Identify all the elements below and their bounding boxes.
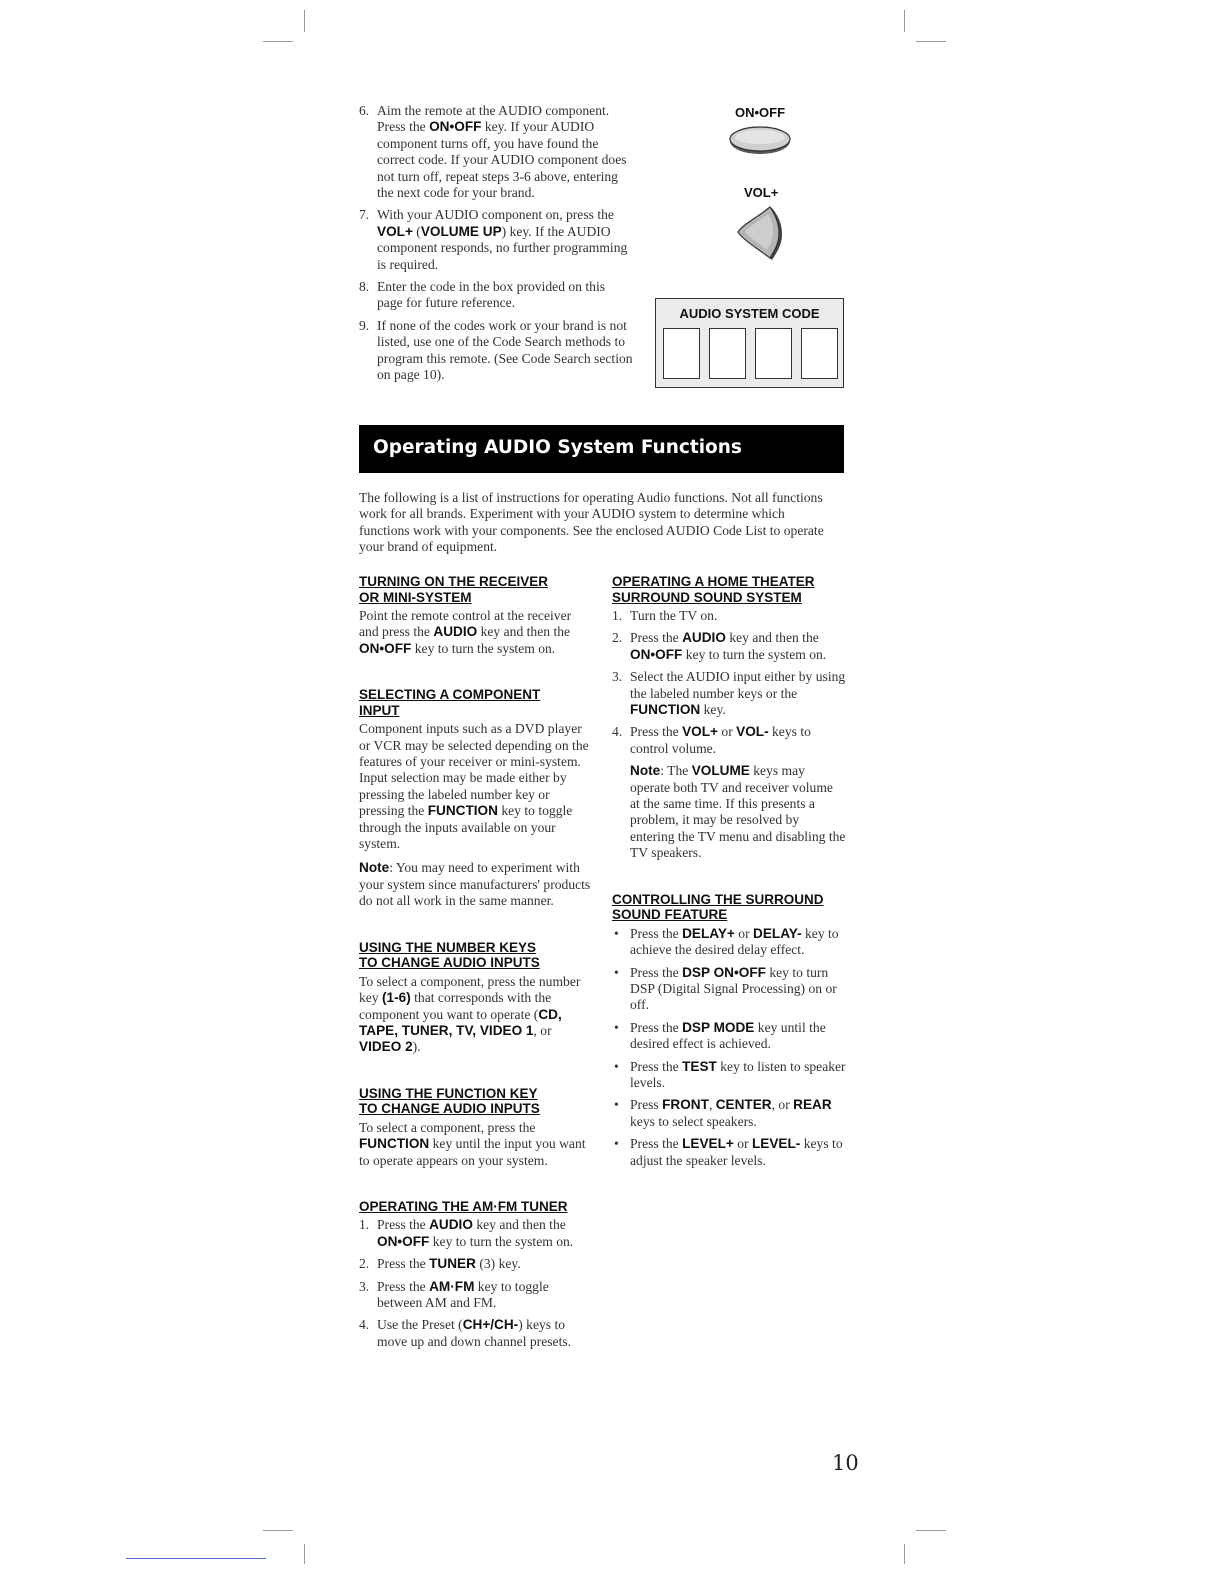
function-key-text: To select a component, press the FUNCTION key until the input you want to operate appears on your system. (359, 1119, 586, 1168)
list-item (359, 1256, 593, 1272)
list-item (359, 279, 634, 312)
heading-line: SELECTING A COMPONENT (359, 687, 541, 703)
bullet-text: Press the TEST key to listen to speaker levels. (630, 1058, 846, 1090)
list-item (612, 1020, 846, 1053)
bullet-icon: • (614, 1019, 619, 1035)
step-text: With your AUDIO component on, press the VOL+ (VOLUME UP) key. If the AUDIO component responds, no further programming is required. (377, 207, 628, 272)
home-theater-section (612, 574, 846, 862)
home-theater-heading (612, 574, 846, 605)
heading-line: USING THE NUMBER KEYS (359, 939, 537, 955)
list-item (612, 669, 846, 718)
vol-key-label: VOL+ (744, 185, 779, 200)
crop-mark (263, 1530, 293, 1531)
step-text: Press the AUDIO key and then the ON•OFF key to turn the system on. (377, 1217, 574, 1249)
step-number: 2. (359, 1256, 370, 1272)
vol-up-key-icon (734, 204, 784, 264)
code-digit-cell (663, 328, 700, 379)
heading-line: TURNING ON THE RECEIVER (359, 574, 549, 589)
list-item (612, 608, 846, 624)
step-number: 1. (612, 608, 623, 623)
step-number: 7. (359, 207, 370, 223)
crop-mark (304, 10, 305, 32)
step-text: Aim the remote at the AUDIO component. Press the ON•OFF key. If your AUDIO component turns off, you have found the correct code. If your AUDIO component does not turn off, repeat steps 3-6 above, entering the next code for your brand. (377, 103, 627, 201)
list-item (612, 1097, 846, 1130)
heading-line: CONTROLLING THE SURROUND (612, 891, 824, 907)
surround-bullets (612, 926, 846, 1169)
bullet-text: Press the LEVEL+ or LEVEL- keys to adjust the speaker levels. (630, 1136, 843, 1168)
crop-mark (263, 41, 293, 42)
list-item (612, 1136, 846, 1169)
right-column (612, 574, 846, 1199)
code-box-title: AUDIO SYSTEM CODE (679, 306, 820, 321)
list-item (612, 630, 846, 663)
step-text: Use the Preset (CH+/CH-) keys to move up and down channel presets. (377, 1317, 572, 1349)
bullet-icon: • (614, 1097, 619, 1113)
step-number: 2. (612, 630, 623, 646)
heading-line: OR MINI-SYSTEM (359, 589, 472, 605)
list-item (359, 1317, 593, 1350)
selecting-component-note: Note: You may need to experiment with your system since manufacturers' products do not all work in the same manner. (359, 860, 591, 909)
step-text: Press the AUDIO key and then the ON•OFF key to turn the system on. (630, 630, 827, 662)
home-theater-steps (612, 608, 846, 757)
bullet-text: Press the DELAY+ or DELAY- key to achieve the desired delay effect. (630, 925, 839, 958)
bullet-icon: • (614, 964, 619, 980)
number-keys-heading (359, 940, 593, 971)
function-key-heading (359, 1086, 593, 1117)
bullet-icon: • (614, 1136, 619, 1152)
step-text: If none of the codes work or your brand is not listed, use one of the Code Search methods to program this remote. (See Code Search section on page 10). (377, 317, 633, 383)
list-item (359, 207, 634, 273)
turning-on-section (359, 574, 593, 657)
heading-line: SURROUND SOUND SYSTEM (612, 589, 802, 605)
step-number: 1. (359, 1217, 370, 1233)
heading-line: OPERATING A HOME THEATER (612, 574, 815, 589)
surround-section (612, 892, 846, 1169)
step-text: Turn the TV on. (630, 608, 718, 623)
turning-on-heading (359, 574, 593, 605)
step-number: 9. (359, 317, 370, 333)
heading-line: USING THE FUNCTION KEY (359, 1085, 538, 1101)
list-item (612, 965, 846, 1014)
bullet-text: Press the DSP MODE key until the desired effect is achieved. (630, 1019, 826, 1052)
selecting-component-text: Component inputs such as a DVD player or VCR may be selected depending on the features of your receiver or mini-system. Input selection may be made either by pressing the labeled number key or pressing the FUNCTION key to toggle through the inputs available on your system. (359, 721, 589, 852)
selecting-component-section (359, 687, 593, 909)
selecting-component-heading (359, 687, 593, 718)
list-item (359, 318, 634, 384)
crop-mark (916, 41, 946, 42)
heading-line: SOUND FEATURE (612, 907, 728, 923)
intro-paragraph: The following is a list of instructions for operating Audio functions. Not all functions work for all brands. Experiment with your AUDIO system to determine which functions work with your components. See the enclosed AUDIO Code List to operate your brand of equipment. (359, 490, 824, 555)
bullet-icon: • (614, 925, 619, 941)
step-text: Press the TUNER (3) key. (377, 1256, 521, 1272)
crop-mark (904, 1544, 905, 1564)
code-digit-cell (755, 328, 792, 379)
amfm-steps (359, 1217, 593, 1350)
list-item (612, 1059, 846, 1092)
heading-line: INPUT (359, 702, 400, 718)
list-item (359, 1217, 593, 1250)
step-number: 3. (359, 1278, 370, 1294)
bullet-text: Press FRONT, CENTER, or REAR keys to select speakers. (630, 1097, 832, 1129)
amfm-section (359, 1199, 593, 1350)
footer-link-underline (126, 1558, 266, 1559)
list-item (612, 724, 846, 757)
crop-mark (904, 10, 905, 32)
step-number: 8. (359, 279, 370, 295)
bullet-text: Press the DSP ON•OFF key to turn DSP (Digital Signal Processing) on or off. (630, 964, 837, 1013)
amfm-heading (359, 1199, 593, 1215)
onoff-key-label: ON•OFF (735, 105, 786, 120)
onoff-key-icon (727, 124, 793, 156)
crop-mark (304, 1544, 305, 1564)
list-item (359, 103, 634, 201)
crop-mark (916, 1530, 946, 1531)
step-text: Select the AUDIO input either by using the labeled number keys or the FUNCTION key. (630, 669, 846, 718)
page-number: 10 (832, 1451, 859, 1475)
step-text: Press the VOL+ or VOL- keys to control volume. (630, 724, 811, 756)
surround-heading (612, 892, 846, 923)
section-banner (359, 425, 844, 473)
programming-steps (359, 103, 634, 390)
turning-on-text: Point the remote control at the receiver and press the AUDIO key and then the ON•OFF key to turn the system on. (359, 608, 572, 656)
heading-line: OPERATING THE AM·FM TUNER (359, 1198, 568, 1214)
step-text: Press the AM·FM key to toggle between AM and FM. (377, 1278, 549, 1311)
list-item (612, 926, 846, 959)
number-keys-text: To select a component, press the number key (1-6) that corresponds with the component you want to operate (CD, TAPE, TUNER, TV, VIDEO 1, or VIDEO 2). (359, 973, 581, 1055)
code-digit-cell (801, 328, 838, 379)
step-number: 3. (612, 669, 623, 685)
audio-system-code-box (655, 298, 844, 388)
banner-title: Operating AUDIO System Functions (373, 437, 742, 458)
step-number: 6. (359, 103, 370, 118)
list-item (359, 1279, 593, 1312)
left-column (359, 574, 593, 1380)
code-digit-cell (709, 328, 746, 379)
home-theater-note: Note: The VOLUME keys may operate both TV and receiver volume at the same time. If this presents a problem, it may be resolved by entering the TV menu and disabling the TV speakers. (630, 763, 846, 861)
step-number: 4. (359, 1317, 370, 1333)
heading-line: TO CHANGE AUDIO INPUTS (359, 1101, 540, 1117)
number-keys-section (359, 940, 593, 1056)
bullet-icon: • (614, 1058, 619, 1074)
step-number: 4. (612, 724, 623, 740)
heading-line: TO CHANGE AUDIO INPUTS (359, 955, 540, 971)
function-key-section (359, 1086, 593, 1169)
step-text: Enter the code in the box provided on this page for future reference. (377, 279, 606, 311)
